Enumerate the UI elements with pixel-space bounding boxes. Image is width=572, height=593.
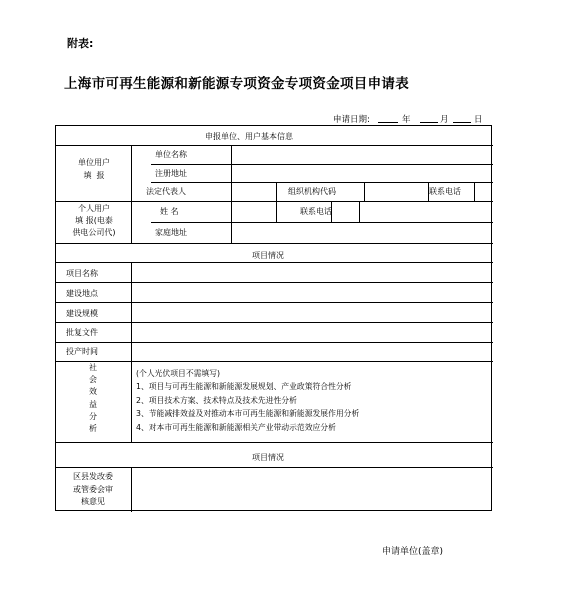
date-month-unit: 月 — [440, 115, 449, 125]
section-project-info-header: 项目情况 — [252, 251, 284, 260]
unit-name-label: 单位名称 — [155, 150, 187, 159]
organization-code-label: 组织机构代码 — [288, 187, 336, 196]
construction-site-label: 建设地点 — [66, 289, 98, 298]
construction-site-input[interactable] — [131, 283, 491, 301]
section-project-review-header: 项目情况 — [252, 453, 284, 462]
individual-user-group-label: 个人用户 填 报(电泰 供电公司代) — [72, 204, 116, 237]
date-day-unit: 日 — [474, 115, 483, 125]
approval-documents-input[interactable] — [131, 323, 491, 341]
legal-representative-input[interactable] — [231, 182, 274, 199]
social-benefit-analysis-content[interactable] — [136, 367, 359, 434]
benefit-item-3: 3、节能减排效益及对推动本市可再生能源和新能源发展作用分析 — [136, 409, 360, 419]
application-date-label: 申请日期: — [333, 115, 370, 125]
home-address-input[interactable] — [231, 223, 491, 242]
construction-scale-label: 建设规模 — [66, 309, 98, 318]
unit-name-input[interactable] — [231, 145, 491, 162]
benefit-item-1: 1、项目与可再生能源和新能源发展规划、产业政策符合性分析 — [136, 382, 352, 392]
individual-contact-phone-label: 联系电话 — [300, 207, 332, 216]
organization-code-input[interactable] — [364, 182, 426, 199]
individual-name-input[interactable] — [231, 202, 275, 221]
benefit-item-2: 2、项目技术方案、技术特点及技术先进性分析 — [136, 395, 297, 405]
approval-documents-label: 批复文件 — [66, 328, 98, 337]
legal-representative-label: 法定代表人 — [146, 187, 186, 196]
unit-user-group-label: 单位用户 填 报 — [78, 158, 110, 180]
date-day-field[interactable] — [453, 122, 471, 123]
date-year-unit: 年 — [402, 115, 411, 125]
district-review-opinion-label: 区县发改委 或管委会审 核意见 — [73, 472, 113, 506]
section-applicant-info-header: 申报单位、用户基本信息 — [205, 132, 293, 141]
date-month-field[interactable] — [420, 122, 438, 123]
operation-time-label: 投产时间 — [66, 347, 98, 356]
benefit-note: (个人光伏项目不需填写) — [136, 369, 221, 378]
home-address-label: 家庭地址 — [155, 228, 187, 237]
operation-time-input[interactable] — [131, 342, 491, 359]
district-review-opinion-input[interactable] — [131, 468, 491, 510]
applicant-seal-label: 申请单位(盖章) — [382, 547, 444, 557]
date-year-field[interactable] — [378, 122, 398, 123]
form-title: 上海市可再生能源和新能源专项资金专项资金项目申请表 — [64, 76, 409, 92]
construction-scale-input[interactable] — [131, 303, 491, 321]
registered-address-label: 注册地址 — [155, 169, 187, 178]
individual-contact-phone-input[interactable] — [359, 202, 491, 221]
project-name-label: 项目名称 — [66, 269, 98, 278]
benefit-item-4: 4、对本市可再生能源和新能源相关产业带动示范效应分析 — [136, 422, 336, 432]
unit-contact-phone-label: 联系电话 — [429, 187, 461, 196]
registered-address-input[interactable] — [231, 164, 491, 181]
project-name-input[interactable] — [131, 263, 491, 281]
individual-name-label: 姓 名 — [160, 207, 179, 216]
social-benefit-analysis-label: 社 会 效 益 分 析 — [89, 363, 97, 434]
appendix-label: 附表: — [67, 37, 94, 50]
